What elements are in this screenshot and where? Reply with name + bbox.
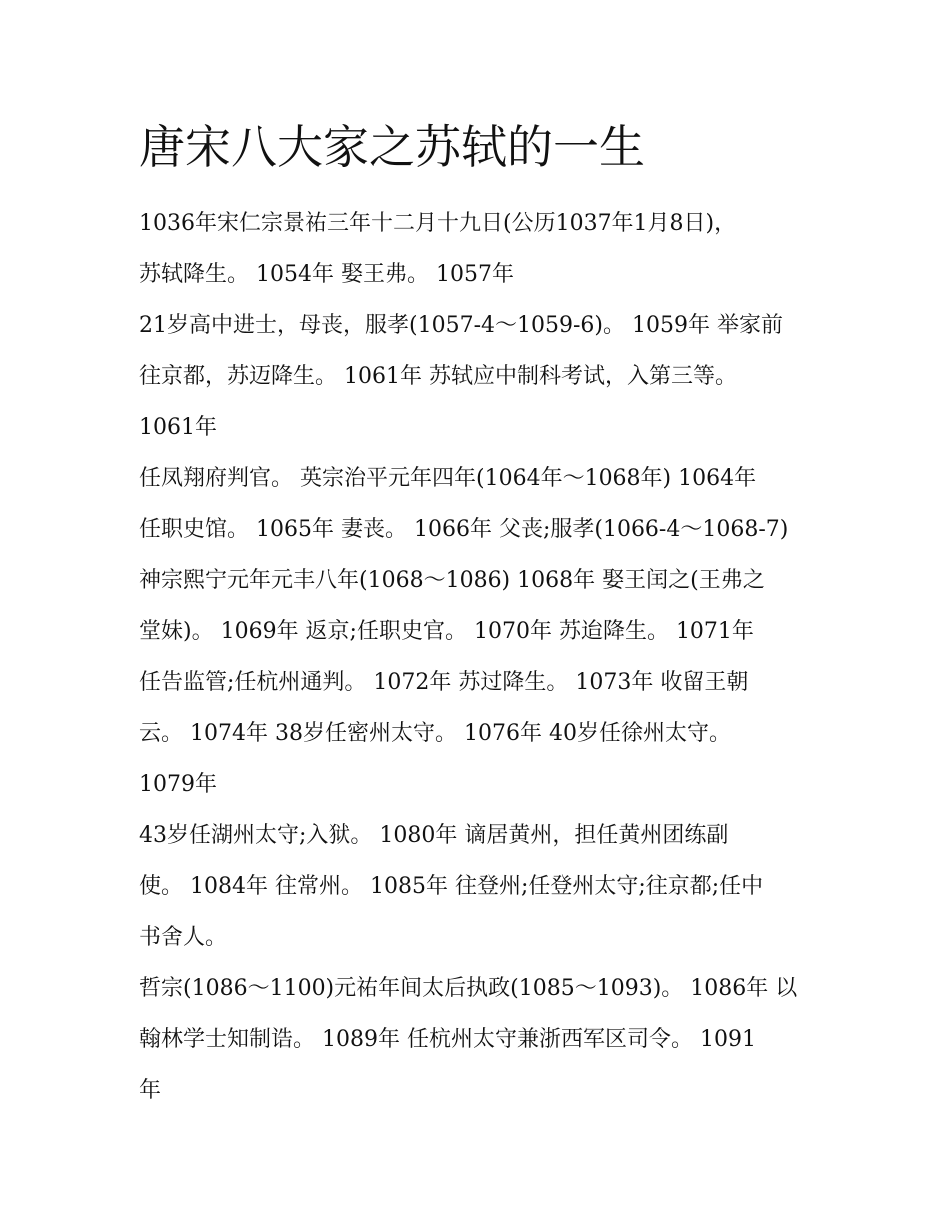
- text-line: 年: [139, 1078, 162, 1103]
- text-line: 往京都，苏迈降生。 1061年 苏轼应中制科考试，入第三等。: [139, 364, 737, 389]
- text-line: 1061年: [139, 415, 217, 440]
- text-line: 1079年: [139, 772, 217, 797]
- text-line: 堂妹)。 1069年 返京;任职史官。 1070年 苏迨降生。 1071年: [139, 619, 754, 644]
- text-line: 苏轼降生。 1054年 娶王弗。 1057年: [139, 262, 514, 287]
- text-line: 任凤翔府判官。 英宗治平元年四年(1064年～1068年) 1064年: [139, 466, 757, 491]
- document-title: 唐宋八大家之苏轼的一生: [139, 120, 645, 174]
- text-line: 神宗熙宁元年元丰八年(1068～1086) 1068年 娶王闰之(王弗之: [139, 568, 765, 593]
- text-line: 任告监管;任杭州通判。 1072年 苏过降生。 1073年 收留王朝: [139, 670, 749, 695]
- text-line: 云。 1074年 38岁任密州太守。 1076年 40岁任徐州太守。: [139, 721, 731, 746]
- text-line: 1036年宋仁宗景祐三年十二月十九日(公历1037年1月8日)，: [139, 211, 737, 236]
- text-line: 使。 1084年 往常州。 1085年 往登州;任登州太守;往京都;任中: [139, 874, 764, 899]
- text-line: 43岁任湖州太守;入狱。 1080年 谪居黄州，担任黄州团练副: [139, 823, 729, 848]
- text-line: 21岁高中进士，母丧，服孝(1057-4～1059-6)。 1059年 举家前: [139, 313, 783, 338]
- text-line: 任职史馆。 1065年 妻丧。 1066年 父丧;服孝(1066-4～1068-7): [139, 517, 789, 542]
- text-line: 哲宗(1086～1100)元祐年间太后执政(1085～1093)。 1086年 以: [139, 976, 798, 1001]
- text-line: 书舍人。: [139, 925, 228, 950]
- text-line: 翰林学士知制诰。 1089年 任杭州太守兼浙西军区司令。 1091: [139, 1027, 756, 1052]
- document-body: [139, 198, 819, 1116]
